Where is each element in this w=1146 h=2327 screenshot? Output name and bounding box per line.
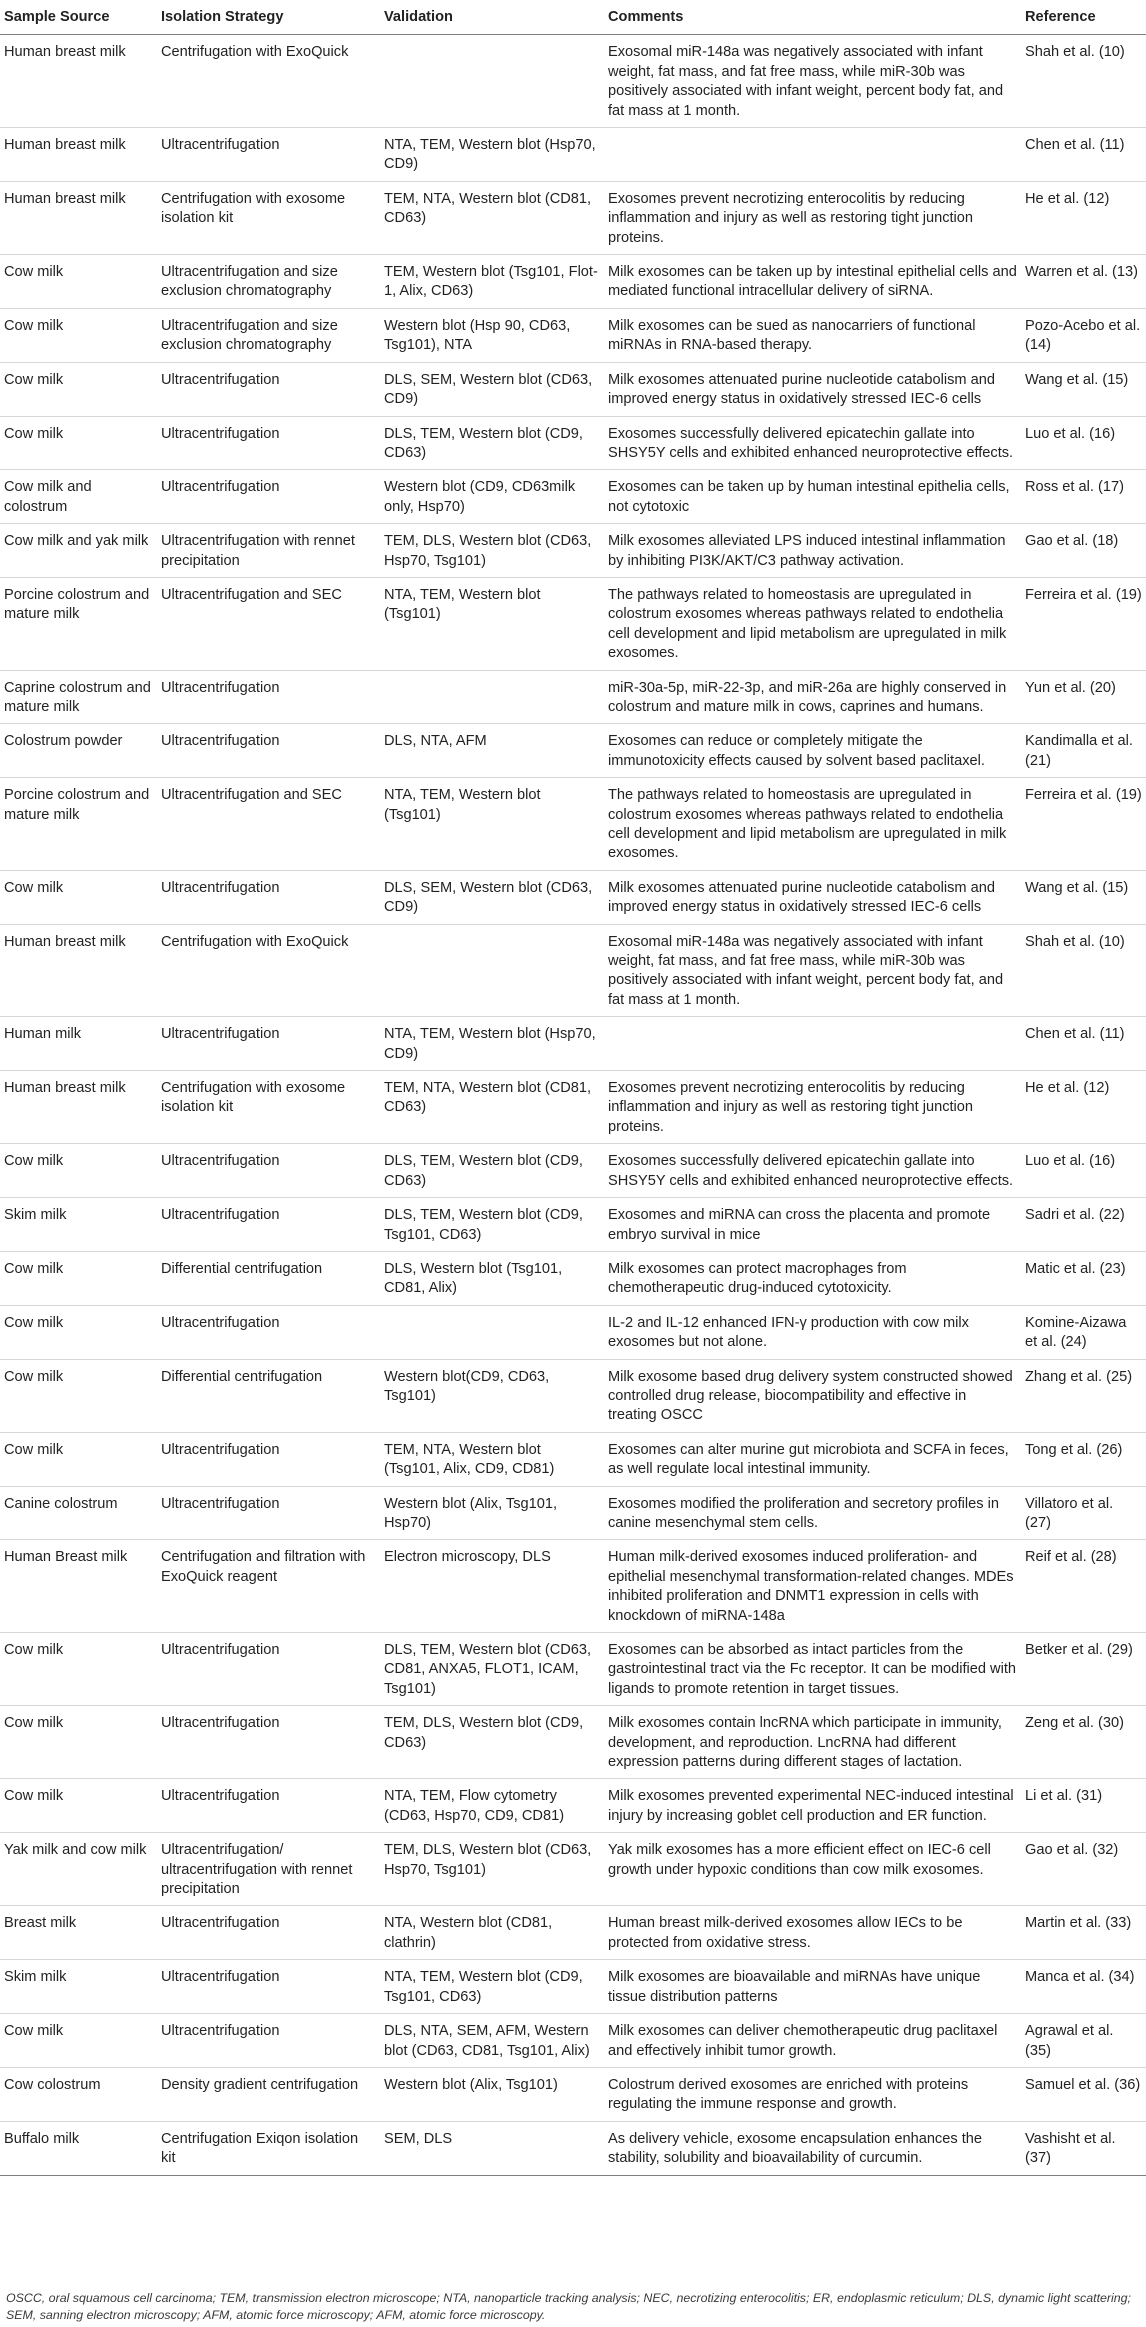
- table-row: [0, 2014, 1146, 2068]
- sample-source-cell: Buffalo milk: [0, 2121, 157, 2175]
- table-footnote: OSCC, oral squamous cell carcinoma; TEM, transmission electron microscope; NTA, nanoparticle tracking analysis; NEC, necrotizing enterocolitis; ER, endoplasmic reticulum; DLS, dynamic light scattering; SEM, sanning electron microscopy; AFM, atomic force microscopy; AFM, atomic force microscopy.: [6, 2291, 1132, 2322]
- validation-cell: TEM, NTA, Western blot (CD81, CD63): [380, 1071, 604, 1144]
- validation-cell: NTA, TEM, Flow cytometry (CD63, Hsp70, CD9, CD81): [380, 1779, 604, 1833]
- sample-source-cell: Human breast milk: [0, 1071, 157, 1144]
- validation-cell: DLS, TEM, Western blot (CD9, Tsg101, CD63): [380, 1198, 604, 1252]
- isolation-strategy-cell: Centrifugation and filtration with ExoQuick reagent: [157, 1540, 380, 1633]
- isolation-strategy-cell: Ultracentrifugation: [157, 670, 380, 724]
- table-row: [0, 924, 1146, 1017]
- comments-cell: Exosomes prevent necrotizing enterocolitis by reducing inflammation and injury as well as restoring tight junction proteins.: [604, 181, 1021, 254]
- table-row: [0, 1540, 1146, 1633]
- validation-cell: SEM, DLS: [380, 2121, 604, 2175]
- reference-cell: Betker et al. (29): [1021, 1633, 1146, 1706]
- isolation-strategy-cell: Ultracentrifugation and size exclusion chromatography: [157, 255, 380, 309]
- comments-cell: Milk exosomes can be sued as nanocarriers of functional miRNAs in RNA-based therapy.: [604, 308, 1021, 362]
- table-row: [0, 1833, 1146, 1906]
- comments-cell: Milk exosomes can deliver chemotherapeutic drug paclitaxel and effectively inhibit tumor growth.: [604, 2014, 1021, 2068]
- validation-cell: [380, 924, 604, 1017]
- sample-source-cell: Cow milk: [0, 1305, 157, 1359]
- header-reference: Reference: [1021, 0, 1146, 35]
- isolation-strategy-cell: Ultracentrifugation: [157, 1144, 380, 1198]
- isolation-strategy-cell: Ultracentrifugation: [157, 470, 380, 524]
- table-row: [0, 1017, 1146, 1071]
- table-body: [0, 35, 1146, 2175]
- sample-source-cell: Human milk: [0, 1017, 157, 1071]
- reference-cell: Pozo-Acebo et al. (14): [1021, 308, 1146, 362]
- header-validation: Validation: [380, 0, 604, 35]
- sample-source-cell: Porcine colostrum and mature milk: [0, 577, 157, 670]
- comments-cell: Exosomes and miRNA can cross the placenta and promote embryo survival in mice: [604, 1198, 1021, 1252]
- table-row: [0, 1960, 1146, 2014]
- comments-cell: Exosomes successfully delivered epicatechin gallate into SHSY5Y cells and exhibited enhanced neuroprotective effects.: [604, 416, 1021, 470]
- isolation-strategy-cell: Ultracentrifugation: [157, 1906, 380, 1960]
- reference-cell: Chen et al. (11): [1021, 1017, 1146, 1071]
- validation-cell: DLS, TEM, Western blot (CD63, CD81, ANXA5, FLOT1, ICAM, Tsg101): [380, 1633, 604, 1706]
- validation-cell: DLS, NTA, SEM, AFM, Western blot (CD63, CD81, Tsg101, Alix): [380, 2014, 604, 2068]
- comments-cell: Milk exosomes can protect macrophages from chemotherapeutic drug-induced cytotoxicity.: [604, 1251, 1021, 1305]
- isolation-strategy-cell: Ultracentrifugation: [157, 1017, 380, 1071]
- sample-source-cell: Human breast milk: [0, 128, 157, 182]
- isolation-strategy-cell: Centrifugation with ExoQuick: [157, 924, 380, 1017]
- validation-cell: DLS, Western blot (Tsg101, CD81, Alix): [380, 1251, 604, 1305]
- isolation-strategy-cell: Ultracentrifugation and SEC: [157, 577, 380, 670]
- isolation-strategy-cell: Centrifugation Exiqon isolation kit: [157, 2121, 380, 2175]
- table-row: [0, 1633, 1146, 1706]
- reference-cell: Martin et al. (33): [1021, 1906, 1146, 1960]
- validation-cell: NTA, TEM, Western blot (Hsp70, CD9): [380, 128, 604, 182]
- validation-cell: Western blot (Hsp 90, CD63, Tsg101), NTA: [380, 308, 604, 362]
- reference-cell: Ross et al. (17): [1021, 470, 1146, 524]
- table-row: [0, 524, 1146, 578]
- table-row: [0, 416, 1146, 470]
- validation-cell: [380, 670, 604, 724]
- validation-cell: TEM, Western blot (Tsg101, Flot-1, Alix, CD63): [380, 255, 604, 309]
- reference-cell: Wang et al. (15): [1021, 362, 1146, 416]
- sample-source-cell: Yak milk and cow milk: [0, 1833, 157, 1906]
- isolation-strategy-cell: Centrifugation with ExoQuick: [157, 35, 380, 128]
- sample-source-cell: Skim milk: [0, 1960, 157, 2014]
- table-row: [0, 1779, 1146, 1833]
- table-row: [0, 1486, 1146, 1540]
- isolation-strategy-cell: Ultracentrifugation: [157, 362, 380, 416]
- validation-cell: NTA, Western blot (CD81, clathrin): [380, 1906, 604, 1960]
- reference-cell: Zhang et al. (25): [1021, 1359, 1146, 1432]
- isolation-strategy-cell: Ultracentrifugation: [157, 1706, 380, 1779]
- reference-cell: Reif et al. (28): [1021, 1540, 1146, 1633]
- comments-cell: Exosomes can reduce or completely mitigate the immunotoxicity effects caused by solvent based paclitaxel.: [604, 724, 1021, 778]
- comments-cell: Milk exosomes alleviated LPS induced intestinal inflammation by inhibiting PI3K/AKT/C3 pathway activation.: [604, 524, 1021, 578]
- validation-cell: DLS, SEM, Western blot (CD63, CD9): [380, 362, 604, 416]
- reference-cell: Gao et al. (32): [1021, 1833, 1146, 1906]
- reference-cell: Vashisht et al. (37): [1021, 2121, 1146, 2175]
- comments-cell: Exosomal miR-148a was negatively associated with infant weight, fat mass, and fat free mass, while miR-30b was positively associated with infant weight, percent body fat, and fat mass at 1 month.: [604, 35, 1021, 128]
- isolation-strategy-cell: Ultracentrifugation: [157, 1633, 380, 1706]
- table-row: [0, 1432, 1146, 1486]
- isolation-strategy-cell: Ultracentrifugation and SEC: [157, 778, 380, 871]
- isolation-strategy-cell: Centrifugation with exosome isolation kit: [157, 181, 380, 254]
- reference-cell: Wang et al. (15): [1021, 870, 1146, 924]
- comments-cell: [604, 128, 1021, 182]
- comments-cell: Colostrum derived exosomes are enriched with proteins regulating the immune response and growth.: [604, 2067, 1021, 2121]
- isolation-strategy-cell: Ultracentrifugation: [157, 1305, 380, 1359]
- isolation-strategy-cell: Ultracentrifugation: [157, 128, 380, 182]
- validation-cell: TEM, NTA, Western blot (Tsg101, Alix, CD9, CD81): [380, 1432, 604, 1486]
- sample-source-cell: Cow milk and colostrum: [0, 470, 157, 524]
- isolation-strategy-cell: Ultracentrifugation: [157, 1432, 380, 1486]
- sample-source-cell: Cow milk: [0, 2014, 157, 2068]
- header-comments: Comments: [604, 0, 1021, 35]
- reference-cell: Ferreira et al. (19): [1021, 778, 1146, 871]
- table-row: [0, 1906, 1146, 1960]
- isolation-strategy-cell: Ultracentrifugation: [157, 1486, 380, 1540]
- validation-cell: DLS, TEM, Western blot (CD9, CD63): [380, 1144, 604, 1198]
- validation-cell: TEM, DLS, Western blot (CD9, CD63): [380, 1706, 604, 1779]
- header-row: [0, 0, 1146, 35]
- sample-source-cell: Cow milk: [0, 308, 157, 362]
- validation-cell: TEM, NTA, Western blot (CD81, CD63): [380, 181, 604, 254]
- sample-source-cell: Cow milk: [0, 1706, 157, 1779]
- sample-source-cell: Cow milk: [0, 1432, 157, 1486]
- table-row: [0, 362, 1146, 416]
- comments-cell: The pathways related to homeostasis are upregulated in colostrum exosomes whereas pathways related to endothelia cell development and lipid metabolism are upregulated in milk exosomes.: [604, 577, 1021, 670]
- reference-cell: Villatoro et al. (27): [1021, 1486, 1146, 1540]
- reference-cell: Komine-Aizawa et al. (24): [1021, 1305, 1146, 1359]
- validation-cell: NTA, TEM, Western blot (Hsp70, CD9): [380, 1017, 604, 1071]
- reference-cell: He et al. (12): [1021, 1071, 1146, 1144]
- comments-cell: Exosomes can be absorbed as intact particles from the gastrointestinal tract via the Fc receptor. It can be modified with ligands to promote retention in target tissues.: [604, 1633, 1021, 1706]
- reference-cell: Matic et al. (23): [1021, 1251, 1146, 1305]
- reference-cell: Luo et al. (16): [1021, 1144, 1146, 1198]
- comments-cell: Human milk-derived exosomes induced proliferation- and epithelial mesenchymal transformation-related changes. MDEs inhibited proliferation and DNMT1 expression in cells with knockdown of miRNA-148a: [604, 1540, 1021, 1633]
- table-row: [0, 670, 1146, 724]
- reference-cell: Manca et al. (34): [1021, 1960, 1146, 2014]
- sample-source-cell: Cow colostrum: [0, 2067, 157, 2121]
- isolation-strategy-cell: Ultracentrifugation/ ultracentrifugation with rennet precipitation: [157, 1833, 380, 1906]
- validation-cell: DLS, TEM, Western blot (CD9, CD63): [380, 416, 604, 470]
- sample-source-cell: Cow milk: [0, 255, 157, 309]
- isolation-strategy-cell: Ultracentrifugation with rennet precipitation: [157, 524, 380, 578]
- table-row: [0, 255, 1146, 309]
- table-row: [0, 181, 1146, 254]
- comments-cell: Milk exosomes attenuated purine nucleotide catabolism and improved energy status in oxidatively stressed IEC-6 cells: [604, 362, 1021, 416]
- isolation-strategy-cell: Density gradient centrifugation: [157, 2067, 380, 2121]
- comments-cell: Milk exosome based drug delivery system constructed showed controlled drug release, biocompatibility and effective in treating OSCC: [604, 1359, 1021, 1432]
- reference-cell: Sadri et al. (22): [1021, 1198, 1146, 1252]
- table-row: [0, 1359, 1146, 1432]
- sample-source-cell: Human breast milk: [0, 35, 157, 128]
- isolation-strategy-cell: Differential centrifugation: [157, 1359, 380, 1432]
- comments-cell: Milk exosomes are bioavailable and miRNAs have unique tissue distribution patterns: [604, 1960, 1021, 2014]
- comments-cell: miR-30a-5p, miR-22-3p, and miR-26a are highly conserved in colostrum and mature milk in cows, caprines and humans.: [604, 670, 1021, 724]
- reference-cell: Agrawal et al. (35): [1021, 2014, 1146, 2068]
- isolation-strategy-cell: Differential centrifugation: [157, 1251, 380, 1305]
- sample-source-cell: Cow milk: [0, 1144, 157, 1198]
- table-row: [0, 1305, 1146, 1359]
- isolation-strategy-cell: Ultracentrifugation and size exclusion chromatography: [157, 308, 380, 362]
- validation-cell: [380, 35, 604, 128]
- comments-cell: Milk exosomes can be taken up by intestinal epithelial cells and mediated functional intracellular delivery of siRNA.: [604, 255, 1021, 309]
- comments-cell: [604, 1017, 1021, 1071]
- reference-cell: Warren et al. (13): [1021, 255, 1146, 309]
- header-isolation-strategy: Isolation Strategy: [157, 0, 380, 35]
- isolation-strategy-cell: Ultracentrifugation: [157, 416, 380, 470]
- table-row: [0, 470, 1146, 524]
- table-row: [0, 308, 1146, 362]
- comments-cell: IL-2 and IL-12 enhanced IFN-γ production with cow milx exosomes but not alone.: [604, 1305, 1021, 1359]
- table-row: [0, 1251, 1146, 1305]
- validation-cell: DLS, SEM, Western blot (CD63, CD9): [380, 870, 604, 924]
- validation-cell: [380, 1305, 604, 1359]
- table-row: [0, 2121, 1146, 2175]
- isolation-strategy-cell: Centrifugation with exosome isolation kit: [157, 1071, 380, 1144]
- isolation-strategy-cell: Ultracentrifugation: [157, 1960, 380, 2014]
- validation-cell: NTA, TEM, Western blot (Tsg101): [380, 577, 604, 670]
- comments-cell: Exosomal miR-148a was negatively associated with infant weight, fat mass, and fat free mass, while miR-30b was positively associated with infant weight, percent body fat, and fat mass at 1 month.: [604, 924, 1021, 1017]
- reference-cell: Gao et al. (18): [1021, 524, 1146, 578]
- validation-cell: Western blot(CD9, CD63, Tsg101): [380, 1359, 604, 1432]
- sample-source-cell: Caprine colostrum and mature milk: [0, 670, 157, 724]
- reference-cell: Samuel et al. (36): [1021, 2067, 1146, 2121]
- isolation-strategy-cell: Ultracentrifugation: [157, 2014, 380, 2068]
- sample-source-cell: Human Breast milk: [0, 1540, 157, 1633]
- comments-cell: Yak milk exosomes has a more efficient effect on IEC-6 cell growth under hypoxic conditions than cow milk exosomes.: [604, 1833, 1021, 1906]
- table-row: [0, 577, 1146, 670]
- sample-source-cell: Cow milk: [0, 1633, 157, 1706]
- reference-cell: Zeng et al. (30): [1021, 1706, 1146, 1779]
- comments-cell: As delivery vehicle, exosome encapsulation enhances the stability, solubility and bioavailability of curcumin.: [604, 2121, 1021, 2175]
- validation-cell: DLS, NTA, AFM: [380, 724, 604, 778]
- sample-source-cell: Cow milk: [0, 416, 157, 470]
- isolation-strategy-cell: Ultracentrifugation: [157, 1198, 380, 1252]
- reference-cell: Shah et al. (10): [1021, 35, 1146, 128]
- table-row: [0, 778, 1146, 871]
- sample-source-cell: Breast milk: [0, 1906, 157, 1960]
- reference-cell: Yun et al. (20): [1021, 670, 1146, 724]
- table-row: [0, 1198, 1146, 1252]
- header-sample-source: Sample Source: [0, 0, 157, 35]
- sample-source-cell: Cow milk: [0, 870, 157, 924]
- validation-cell: Electron microscopy, DLS: [380, 1540, 604, 1633]
- table-row: [0, 1706, 1146, 1779]
- sample-source-cell: Cow milk: [0, 1779, 157, 1833]
- sample-source-cell: Porcine colostrum and mature milk: [0, 778, 157, 871]
- comments-cell: Milk exosomes contain lncRNA which participate in immunity, development, and reproduction. LncRNA had different expression patterns during different stages of lactation.: [604, 1706, 1021, 1779]
- table-row: [0, 870, 1146, 924]
- table-row: [0, 35, 1146, 128]
- sample-source-cell: Skim milk: [0, 1198, 157, 1252]
- comments-cell: Exosomes modified the proliferation and secretory profiles in canine mesenchymal stem cells.: [604, 1486, 1021, 1540]
- sample-source-cell: Cow milk: [0, 362, 157, 416]
- sample-source-cell: Human breast milk: [0, 181, 157, 254]
- sample-source-cell: Cow milk: [0, 1359, 157, 1432]
- validation-cell: NTA, TEM, Western blot (Tsg101): [380, 778, 604, 871]
- table-row: [0, 2067, 1146, 2121]
- reference-cell: Tong et al. (26): [1021, 1432, 1146, 1486]
- isolation-strategy-cell: Ultracentrifugation: [157, 724, 380, 778]
- isolation-strategy-cell: Ultracentrifugation: [157, 870, 380, 924]
- validation-cell: NTA, TEM, Western blot (CD9, Tsg101, CD63): [380, 1960, 604, 2014]
- comments-cell: Exosomes can be taken up by human intestinal epithelia cells, not cytotoxic: [604, 470, 1021, 524]
- validation-cell: Western blot (CD9, CD63milk only, Hsp70): [380, 470, 604, 524]
- reference-cell: Kandimalla et al. (21): [1021, 724, 1146, 778]
- comments-cell: Exosomes prevent necrotizing enterocolitis by reducing inflammation and injury as well as restoring tight junction proteins.: [604, 1071, 1021, 1144]
- validation-cell: Western blot (Alix, Tsg101, Hsp70): [380, 1486, 604, 1540]
- sample-source-cell: Canine colostrum: [0, 1486, 157, 1540]
- comments-cell: Milk exosomes prevented experimental NEC-induced intestinal injury by increasing goblet cell production and ER function.: [604, 1779, 1021, 1833]
- comments-cell: The pathways related to homeostasis are upregulated in colostrum exosomes whereas pathways related to endothelia cell development and lipid metabolism are upregulated in milk exosomes.: [604, 778, 1021, 871]
- validation-cell: TEM, DLS, Western blot (CD63, Hsp70, Tsg101): [380, 524, 604, 578]
- comments-cell: Exosomes successfully delivered epicatechin gallate into SHSY5Y cells and exhibited enhanced neuroprotective effects.: [604, 1144, 1021, 1198]
- reference-cell: He et al. (12): [1021, 181, 1146, 254]
- sample-source-cell: Human breast milk: [0, 924, 157, 1017]
- table-row: [0, 1071, 1146, 1144]
- validation-cell: Western blot (Alix, Tsg101): [380, 2067, 604, 2121]
- sample-source-cell: Cow milk: [0, 1251, 157, 1305]
- validation-cell: TEM, DLS, Western blot (CD63, Hsp70, Tsg101): [380, 1833, 604, 1906]
- reference-cell: Chen et al. (11): [1021, 128, 1146, 182]
- reference-cell: Luo et al. (16): [1021, 416, 1146, 470]
- sample-source-cell: Colostrum powder: [0, 724, 157, 778]
- comments-cell: Milk exosomes attenuated purine nucleotide catabolism and improved energy status in oxidatively stressed IEC-6 cells: [604, 870, 1021, 924]
- reference-cell: Ferreira et al. (19): [1021, 577, 1146, 670]
- comments-cell: Exosomes can alter murine gut microbiota and SCFA in feces, as well regulate local intestinal immunity.: [604, 1432, 1021, 1486]
- reference-cell: Li et al. (31): [1021, 1779, 1146, 1833]
- reference-cell: Shah et al. (10): [1021, 924, 1146, 1017]
- isolation-strategy-cell: Ultracentrifugation: [157, 1779, 380, 1833]
- table-row: [0, 128, 1146, 182]
- sample-source-cell: Cow milk and yak milk: [0, 524, 157, 578]
- table-row: [0, 724, 1146, 778]
- table-row: [0, 1144, 1146, 1198]
- comments-cell: Human breast milk-derived exosomes allow IECs to be protected from oxidative stress.: [604, 1906, 1021, 1960]
